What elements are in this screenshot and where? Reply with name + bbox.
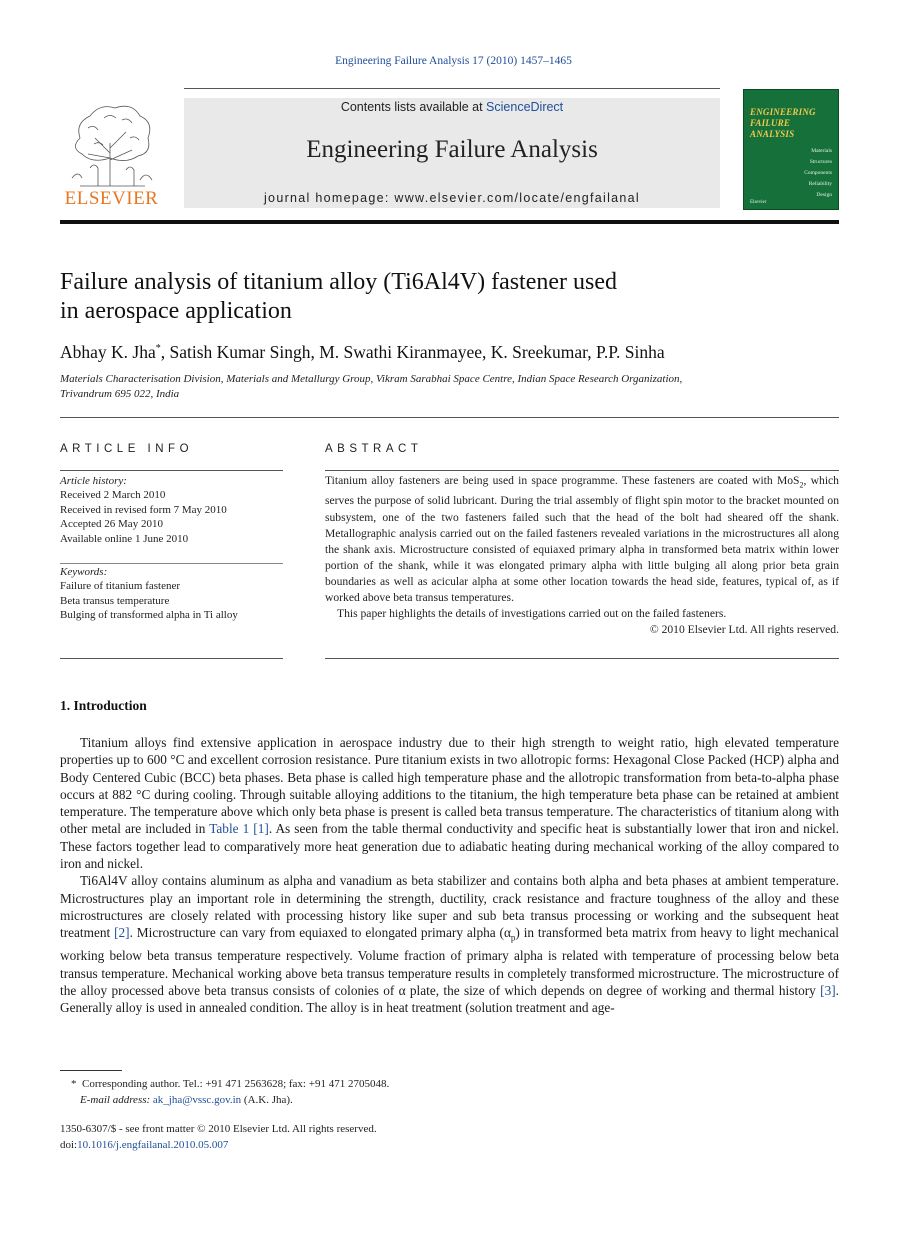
journal-cover[interactable] — [743, 89, 839, 210]
cover-topic: Reliability — [808, 181, 832, 187]
journal-citation[interactable]: Engineering Failure Analysis 17 (2010) 1457–1465 — [335, 55, 572, 67]
elsevier-logo[interactable] — [60, 98, 163, 210]
keywords-label: Keywords: — [60, 566, 108, 578]
reference-1-link[interactable]: [1] — [253, 821, 269, 837]
author-list — [60, 342, 840, 363]
journal-header — [60, 86, 839, 224]
cover-topic: Structures — [809, 159, 832, 165]
footnote — [60, 1077, 760, 1108]
email-link[interactable]: ak_jha@vssc.gov.in — [152, 1093, 242, 1106]
abstract-body — [325, 473, 839, 638]
reference-2-link[interactable]: [2] — [114, 925, 130, 941]
keyword-item: Beta transus temperature — [60, 594, 170, 607]
article-title-line: Failure analysis of titanium alloy (Ti6Al4V) fastener used — [60, 269, 618, 295]
footnote-mark: * — [71, 1078, 77, 1090]
abstract-rule — [325, 658, 839, 659]
co-authors: , Satish Kumar Singh, M. Swathi Kiranmayee, K. Sreekumar, P.P. Sinha — [160, 342, 665, 362]
keyword-item: Failure of titanium fastener — [60, 580, 181, 593]
doi-link[interactable]: 10.1016/j.engfailanal.2010.05.007 — [77, 1138, 229, 1151]
footnote-rule — [60, 1070, 122, 1071]
article-info-heading: ARTICLE INFO — [60, 443, 194, 455]
abstract-paragraph: Titanium alloy fasteners are being used in space programme. These fasteners are coated with MoS$_2$, which serves the purpose of solid lubricant. During the trial assembly of flight spin motor to the bracket mounted on subsystem, one of the two fasteners failed such that the head of the bolt had sheared off the shank. Metallographic analysis carried out on the failed fasteners revealed variations in the microstructures all along the shank axis. Microstructure consisted of equiaxed primary alpha in transformed beta matrix within lower portion of the shank, while it was elongated primary alpha with little bulging all along prior beta grain boundaries as well as acicular alpha at some other location towards the head side, features, typical of, as if worked above beta transus temperatures. — [325, 474, 839, 604]
journal-homepage[interactable]: journal homepage: www.elsevier.com/locate/engfailanal — [263, 191, 641, 205]
cover-topic: Design — [816, 192, 832, 198]
introduction-heading: 1. Introduction — [60, 698, 147, 713]
corresponding-author-note: * Corresponding author. Tel.: +91 471 2563628; fax: +91 471 2705048. — [71, 1078, 390, 1090]
article-history — [60, 474, 283, 546]
contents-prefix: Contents lists available at — [340, 100, 487, 114]
abstract-paragraph: This paper highlights the details of investigations carried out on the failed fasteners. — [337, 607, 727, 621]
history-item: Received in revised form 7 May 2010 — [60, 503, 227, 516]
abstract-rule — [325, 470, 839, 471]
keyword-item: Bulging of transformed alpha in Ti alloy — [60, 609, 238, 622]
reference-3-link[interactable]: [3] — [820, 982, 836, 998]
cover-title — [750, 107, 816, 140]
article-title-line: in aerospace application — [60, 298, 292, 324]
email-note: E-mail address: ak_jha@vssc.gov.in (A.K. Jha). — [80, 1093, 293, 1106]
affiliation — [60, 372, 760, 402]
abstract-copyright: © 2010 Elsevier Ltd. All rights reserved. — [649, 623, 839, 637]
article-info-rule — [60, 470, 283, 471]
journal-title: Engineering Failure Analysis — [306, 136, 598, 163]
article-title — [60, 268, 820, 326]
email-label: E-mail address: — [80, 1093, 151, 1106]
history-item: Available online 1 June 2010 — [60, 532, 189, 545]
cover-title-line: ANALYSIS — [750, 129, 795, 139]
corresponding-author-mark[interactable]: * — [155, 343, 161, 355]
cover-topic: Materials — [811, 148, 832, 154]
history-item: Received 2 March 2010 — [60, 489, 166, 502]
cover-title-line: FAILURE — [750, 118, 791, 128]
abstract-heading: ABSTRACT — [325, 443, 423, 455]
issn-block — [60, 1122, 660, 1153]
article-info-rule — [60, 658, 283, 659]
contents-line — [184, 100, 720, 114]
cover-title-line: ENGINEERING — [750, 107, 816, 117]
introduction-body — [60, 734, 839, 1016]
affiliation-line: Materials Characterisation Division, Materials and Metallurgy Group, Vikram Sarabhai Space Centre, Indian Space Research Organization, — [60, 373, 683, 385]
article-info-rule — [60, 563, 283, 564]
elsevier-tree-icon — [60, 98, 163, 190]
doi-line: doi:10.1016/j.engfailanal.2010.05.007 — [60, 1138, 229, 1151]
body-paragraph: Ti6Al4V alloy contains aluminum as alpha and vanadium as beta stabilizer and contains both alpha and beta phases at ambient temperature. Microstructures play an important role in determining the strength, ductility, crack resistance and fracture toughness of the alloy and these microstructures are closely related with processing history like super and sub beta transus processing or working and the subsequent heat treatment [2]. Microstructure can vary from equiaxed to elongated primary alpha $(\alpha_p)$ in transformed beta matrix from heavy to light mechanical working below beta transus temperature respectively. Volume fraction of primary alpha is related with temperature of processing below beta transus temperature. Mechanical working above beta transus temperature results in completely transformed microstructure. The microstructure of the alloy processed above beta transus consists of colonies of α plate, the size of which depends on degree of working and thermal history [3]. Generally alloy is used in annealed condition. The alloy is in heat treatment (solution treatment and age- — [60, 873, 839, 1016]
history-item: Accepted 26 May 2010 — [60, 518, 163, 531]
table-1-link[interactable]: Table 1 — [209, 821, 250, 837]
header-divider — [60, 220, 839, 224]
journal-banner — [184, 98, 720, 208]
section-divider — [60, 417, 839, 418]
cover-publisher: Elsevier — [750, 200, 767, 205]
cover-topics — [804, 146, 832, 201]
corresponding-author[interactable]: Abhay K. Jha — [60, 342, 156, 362]
body-paragraph: Titanium alloys find extensive application in aerospace industry due to their high strength to weight ratio, high elevated temperature properties up to 600 °C and excellent corrosion resistance. Pure titanium exists in two allotropic forms: Hexagonal Close Packed (HCP) alpha and Body Centered Cubic (BCC) beta phases. Beta phase is called high temperature phase and the allotropic transformation from beta-to-alpha phase occurs at 882 °C during cooling. Through suitable alloying additions to the titanium, the high temperature beta phase can be retained at ambient temperature. The temperature above which only beta phase is present is called beta transus temperature. The characteristics of titanium along with other metal are included in Table 1 [1]. As seen from the table thermal conductivity and specific heat is substantially lower that iron and nickel. These factors together lead to comparatively more heat generation due to adiabatic heating during mechanical working of the alloy compared to iron and nickel. — [60, 735, 839, 872]
cover-topic: Components — [804, 170, 832, 176]
header-top-rule — [184, 88, 720, 89]
keywords — [60, 565, 283, 623]
sciencedirect-link[interactable]: ScienceDirect — [486, 100, 564, 114]
article-history-label: Article history: — [60, 475, 127, 487]
issn-line: 1350-6307/$ - see front matter © 2010 Elsevier Ltd. All rights reserved. — [60, 1123, 377, 1135]
affiliation-line: Trivandrum 695 022, India — [60, 388, 180, 400]
elsevier-wordmark: ELSEVIER — [64, 188, 159, 209]
